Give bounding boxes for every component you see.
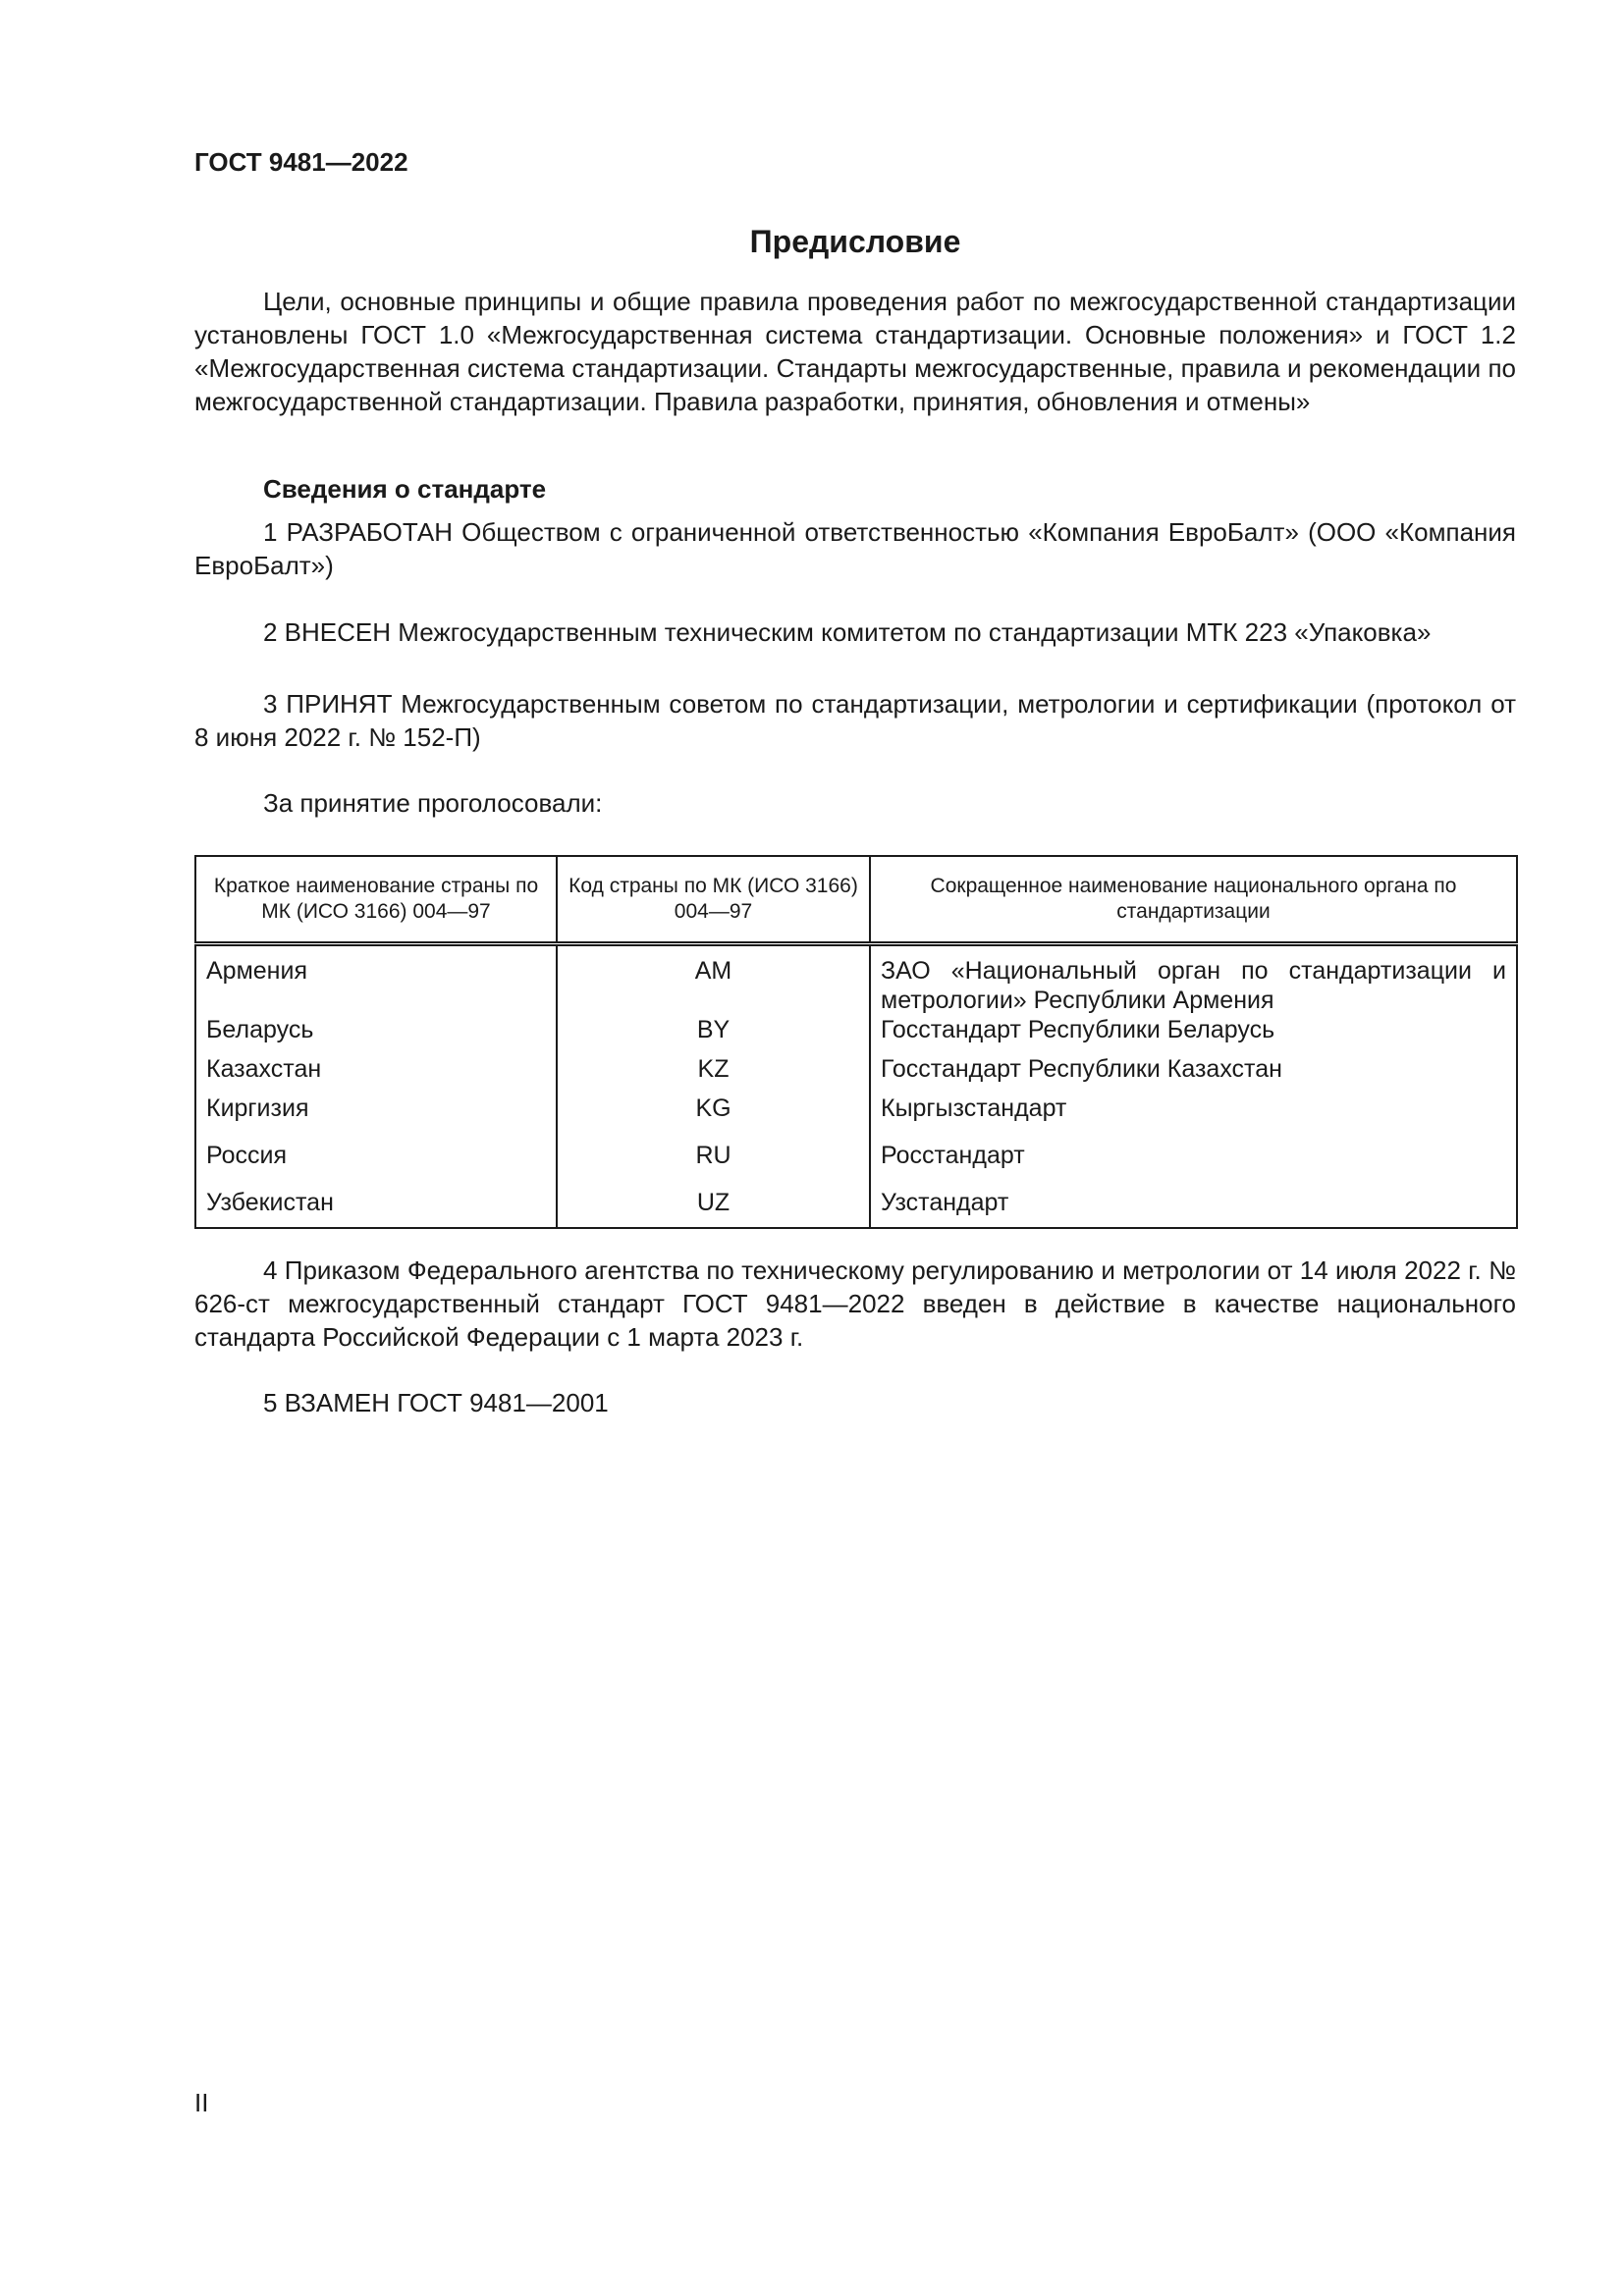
item-5-paragraph: 5 ВЗАМЕН ГОСТ 9481—2001: [263, 1388, 609, 1417]
table-row: [195, 1015, 1517, 1054]
country-cell: Киргизия: [195, 1094, 557, 1133]
table-row: [195, 944, 1517, 1016]
header-country-name: Краткое наименование страны по МК (ИСО 3166) 004—97: [195, 856, 557, 944]
code-cell: KG: [557, 1094, 870, 1133]
header-country-code: Код страны по МК (ИСО 3166) 004—97: [557, 856, 870, 944]
intro-paragraph: Цели, основные принципы и общие правила проведения работ по межгосударственной стандартизации установлены ГОСТ 1.0 «Межгосударственная система стандартизации. Основные положения» и ГОСТ 1.2 «Межгосударственная система стандартизации. Стандарты межгосударственные, правила и рекомендации по межгосударственной стандартизации. Правила разработки, принятия, обновления и отмены»: [194, 287, 1516, 416]
body-cell: Узстандарт: [870, 1188, 1517, 1228]
page-number: II: [194, 2088, 209, 2117]
item-2-paragraph: 2 ВНЕСЕН Межгосударственным техническим комитетом по стандартизации МТК 223 «Упаковка»: [263, 617, 1432, 647]
code-cell: UZ: [557, 1188, 870, 1228]
item-3-paragraph: 3 ПРИНЯТ Межгосударственным советом по стандартизации, метрологии и сертификации (протокол от 8 июня 2022 г. № 152-П): [194, 689, 1516, 752]
table-header-row: [195, 856, 1517, 944]
voting-countries-table: [194, 855, 1518, 1229]
country-cell: Беларусь: [195, 1015, 557, 1054]
body-cell: Кыргызстандарт: [870, 1094, 1517, 1133]
header-national-body: Сокращенное наименование национального органа по стандартизации: [870, 856, 1517, 944]
body-cell: Росстандарт: [870, 1133, 1517, 1188]
code-cell: RU: [557, 1133, 870, 1188]
country-cell: Россия: [195, 1133, 557, 1188]
info-heading: Сведения о стандарте: [263, 474, 547, 504]
voted-label: За принятие проголосовали:: [263, 788, 603, 818]
country-cell: Узбекистан: [195, 1188, 557, 1228]
body-cell: Госстандарт Республики Беларусь: [870, 1015, 1517, 1054]
country-cell: Казахстан: [195, 1054, 557, 1094]
table-row: [195, 1188, 1517, 1228]
country-cell: Армения: [195, 944, 557, 1016]
document-code: ГОСТ 9481—2022: [194, 147, 408, 177]
code-cell: AM: [557, 944, 870, 1016]
page-title: Предисловие: [749, 224, 961, 259]
code-cell: BY: [557, 1015, 870, 1054]
table-row: [195, 1133, 1517, 1188]
code-cell: KZ: [557, 1054, 870, 1094]
table-row: [195, 1054, 1517, 1094]
table-row: [195, 1094, 1517, 1133]
body-cell: ЗАО «Национальный орган по стандартизации и метрологии» Республики Армения: [870, 944, 1517, 1016]
body-cell: Госстандарт Республики Казахстан: [870, 1054, 1517, 1094]
item-4-paragraph: 4 Приказом Федерального агентства по техническому регулированию и метрологии от 14 июля 2022 г. № 626-ст межгосударственный стандарт ГОСТ 9481—2022 введен в действие в качестве национального стандарта Российской Федерации с 1 марта 2023 г.: [194, 1255, 1516, 1352]
item-1-paragraph: 1 РАЗРАБОТАН Обществом с ограниченной ответственностью «Компания ЕвроБалт» (ООО «Компания ЕвроБалт»): [194, 517, 1516, 580]
